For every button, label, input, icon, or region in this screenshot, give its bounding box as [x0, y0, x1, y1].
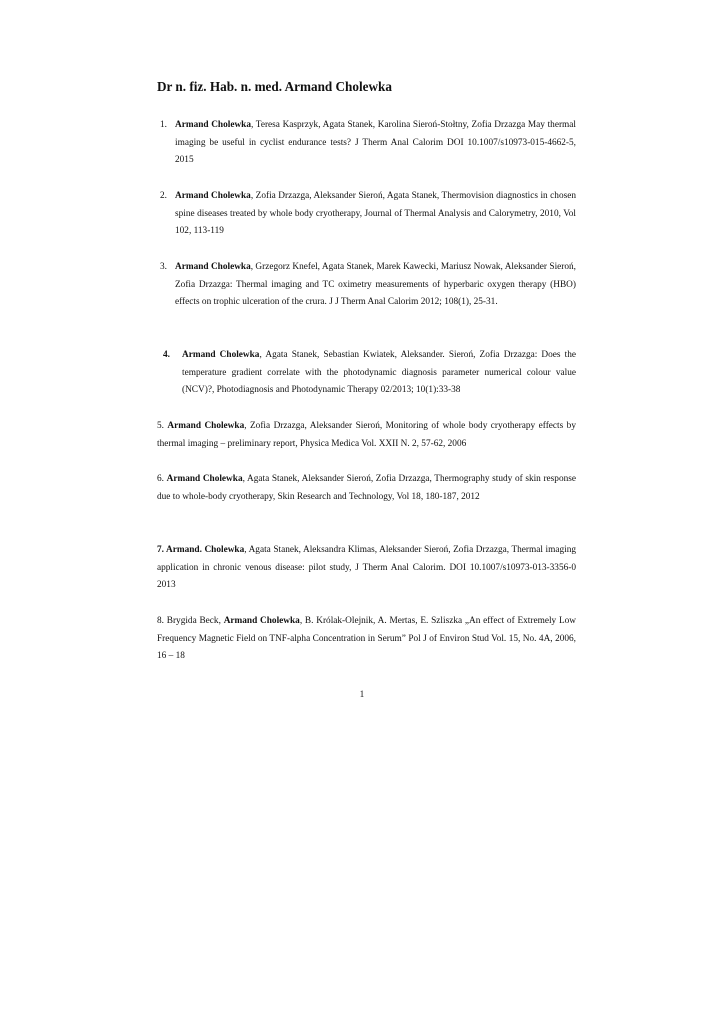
entry-author: Armand Cholewka — [223, 616, 300, 626]
entry-prefix: 5. — [157, 421, 168, 431]
entry-author: Armand Cholewka — [182, 350, 260, 360]
entry-number: 1. — [160, 120, 167, 130]
publication-entry-4 — [163, 347, 576, 400]
entry-author: Armand Cholewka — [175, 120, 251, 130]
entry-author: 7. Armand. Cholewka — [157, 545, 245, 555]
publication-entry-3 — [160, 259, 576, 312]
entry-citation: , Agata Stanek, Aleksander Sieroń, Zofia Drzazga, Thermography study of skin response due to whole-body cryotherapy, Skin Research and Technology, Vol 18, 180-187, 2012 — [157, 474, 576, 502]
publication-entry-5 — [157, 418, 576, 453]
publication-entry-2 — [160, 188, 576, 241]
entry-citation: , Grzegorz Knefel, Agata Stanek, Marek Kawecki, Mariusz Nowak, Aleksander Sieroń, Zofia Drzazga: Thermal imaging and TC oximetry measurements of hyperbaric oxygen therapy (HBO) effects on trophic ulceration of the crura. J J Therm Anal Calorim 2012; 108(1), 25-31. — [175, 262, 576, 308]
entry-number: 3. — [160, 262, 167, 272]
publication-entry-8 — [157, 613, 576, 666]
entry-author: Armand Cholewka — [166, 474, 243, 484]
entry-citation: , B. Królak-Olejnik, A. Mertas, E. Szliszka „An effect of Extremely Low Frequency Magnetic Field on TNF-alpha Concentration in Serum” Pol J of Environ Stud Vol. 15, No. 4A, 2006, 16 – 18 — [157, 616, 576, 662]
entry-citation: , Teresa Kasprzyk, Agata Stanek, Karolina Sieroń-Stołtny, Zofia Drzazga May thermal imaging be useful in cyclist endurance tests? J Therm Anal Calorim DOI 10.1007/s10973-015-4662-5, 2015 — [175, 120, 576, 166]
entry-citation: , Agata Stanek, Aleksandra Klimas, Aleksander Sieroń, Zofia Drzazga, Thermal imaging application in chronic venous disease: pilot study, J Therm Anal Calorim. DOI 10.1007/s10973-013-3356-0 2013 — [157, 545, 576, 591]
entry-citation: , Agata Stanek, Sebastian Kwiatek, Aleksander. Sieroń, Zofia Drzazga: Does the temperature gradient correlate with the photodynamic diagnosis parameter numerical colour value (NCV)?, Photodiagnosis and Photodynamic Therapy 02/2013; 10(1):33-38 — [182, 350, 576, 396]
entry-citation: , Zofia Drzazga, Aleksander Sieroń, Monitoring of whole body cryotherapy effects by thermal imaging – preliminary report, Physica Medica Vol. XXII N. 2, 57-62, 2006 — [157, 421, 576, 449]
entry-prefix: 8. Brygida Beck, — [157, 616, 224, 626]
entry-citation: , Zofia Drzazga, Aleksander Sieroń, Agata Stanek, Thermovision diagnostics in chosen spine diseases treated by whole body cryotherapy, Journal of Thermal Analysis and Calorymetry, 2010, Vol 102, 113-119 — [175, 191, 576, 237]
entry-prefix: 6. — [157, 474, 167, 484]
entry-author: Armand Cholewka — [167, 421, 245, 431]
entry-number: 2. — [160, 191, 167, 201]
entry-author: Armand Cholewka — [175, 262, 251, 272]
publication-entry-7 — [157, 542, 576, 595]
publication-entry-1 — [160, 117, 576, 170]
entry-author: Armand Cholewka — [175, 191, 251, 201]
page-number: 1 — [359, 690, 365, 700]
page-title: Dr n. fiz. Hab. n. med. Armand Cholewka — [157, 79, 392, 94]
publication-entry-6 — [157, 471, 576, 506]
entry-number: 4. — [163, 350, 170, 360]
